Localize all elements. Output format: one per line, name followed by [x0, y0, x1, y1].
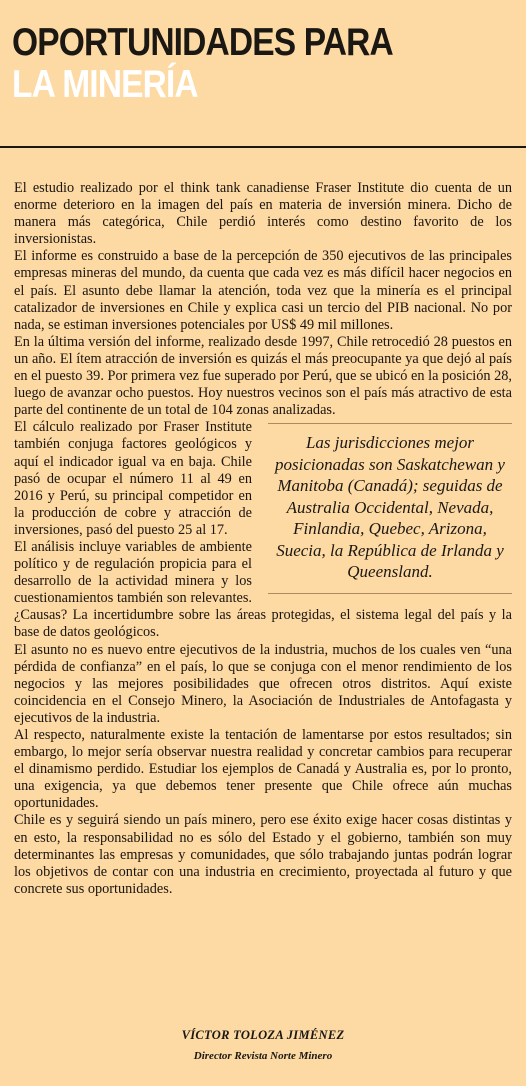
author-name: VÍCTOR TOLOZA JIMÉNEZ	[181, 1028, 345, 1042]
header-divider	[0, 146, 526, 148]
paragraph: En la última versión del informe, realizado desde 1997, Chile retrocedió 28 puestos en un año. El ítem atracción de inversión es quizás el más preocupante ya que dejó al país en el puesto 39. Por primera vez fue superado por Perú, que se ubicó en la posición 28, luego de avanzar ocho puestos. Hoy nuestros vecinos son el país más atractivo de esta parte del continente de un total de 104 zonas analizadas.	[14, 333, 512, 419]
paragraph: Chile es y seguirá siendo un país minero, pero ese éxito exige hacer cosas distintas y en esto, la responsabilidad no es sólo del Estado y el gobierno, también son muy determinantes las empresas y comunidades, que sólo trabajando juntas podrán lograr los objetivos de contar con una industria en crecimiento, proyectada al futuro y que concrete sus oportunidades.	[14, 812, 512, 897]
paragraph: El análisis incluye variables de ambiente político y de regulación propicia para el desarrollo de la actividad minera y los cuestionamientos también son relevantes. ¿Causas? La incertidumbre sobre las áreas protegidas, el sistema legal del país y la base de datos geológicos.	[14, 538, 512, 641]
headline-line-2: LA MINERÍA	[12, 63, 198, 106]
paragraph: Al respecto, naturalmente existe la tentación de lamentarse por estos resultados; sin embargo, lo mejor sería observar nuestra realidad y concretar cambios para recuperar el dinamismo perdido. Estudiar los ejemplos de Canadá y Australia es, por lo pronto, una exigencia, ya que debemos tener presente que Chile ofrece aún muchas oportunidades.	[14, 727, 512, 812]
author-role: Director Revista Norte Minero	[193, 1050, 333, 1062]
paragraph: El asunto no es nuevo entre ejecutivos de la industria, muchos de los cuales ven “una pérdida de confianza” en el país, lo que se conjuga con el menor rendimiento de los negocios y las mejores posibilidades que ofrecen otros distritos. Aquí existe coincidencia en el Consejo Minero, la Asociación de Industriales de Antofagasta y ejecutivos de la industria.	[14, 641, 512, 726]
headline	[12, 22, 393, 106]
article-body	[14, 180, 512, 898]
paragraph: El informe es construido a base de la percepción de 350 ejecutivos de las principales empresas mineras del mundo, da cuenta que cada vez es más difícil hacer negocios en el país. El asunto debe llamar la atención, toda vez que la minería es el principal catalizador de inversiones en Chile y explica casi un tercio del PIB nacional. No por nada, se estiman inversiones potenciales por US$ 49 mil millones.	[14, 248, 512, 333]
paragraph: El estudio realizado por el think tank canadiense Fraser Institute dio cuenta de un enorme deterioro en la imagen del país en materia de inversión minera. Dicho de manera más categórica, Chile perdió interés como destino favorito de los inversionistas.	[14, 180, 512, 248]
headline-line-1: OPORTUNIDADES PARA	[12, 21, 393, 64]
pull-quote: Las jurisdicciones mejor posicionadas son Saskatchewan y Manitoba (Canadá); seguidas de Australia Occidental, Nevada, Finlandia, Quebec, Arizona, Suecia, la República de Irlanda y Queensland.	[268, 423, 512, 594]
paragraph: El cálculo realizado por Fraser Institute también conjuga factores geológicos y aquí el indicador igual va en baja. Chile pasó de ocupar el número 11 al 49 en 2016 y Perú, su principal competidor en la producción de cobre y atracción de inversiones, pasó del puesto 25 al 17.	[14, 419, 252, 538]
